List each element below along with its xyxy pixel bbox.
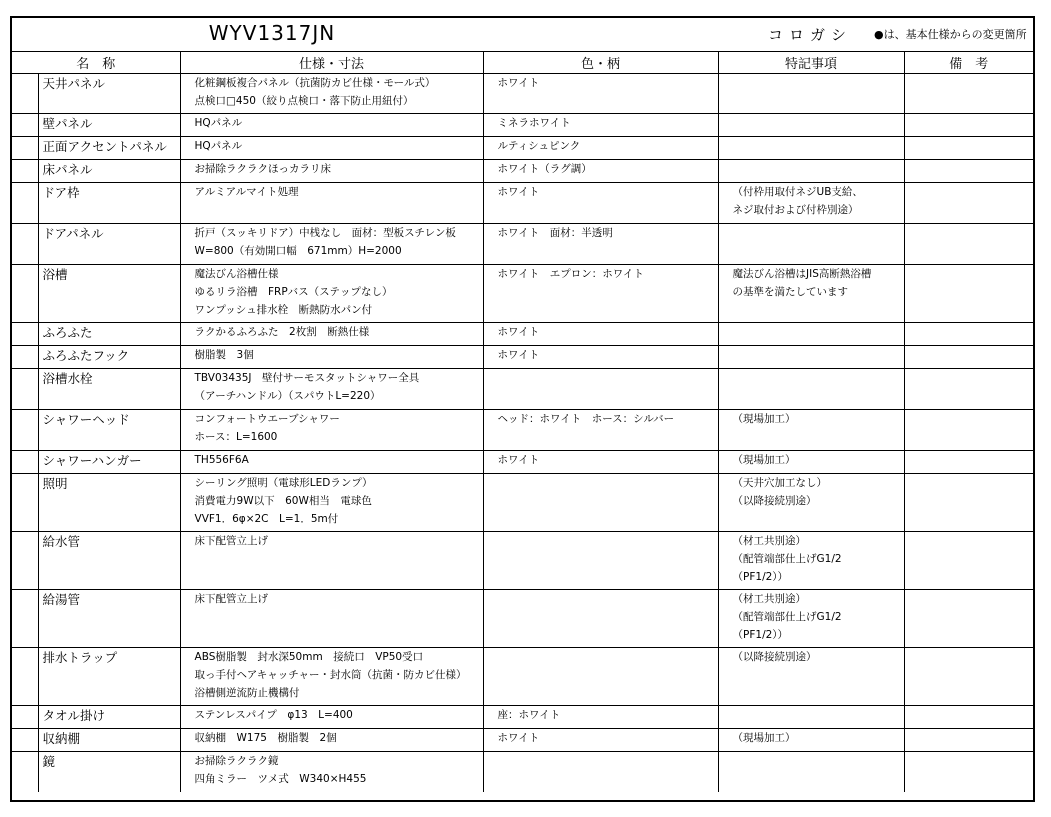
- row-marker-cell: [12, 114, 38, 137]
- biko-cell: [904, 160, 1033, 183]
- biko-cell: [904, 114, 1033, 137]
- row-marker-cell: [12, 752, 38, 792]
- spec-cell: [180, 451, 483, 474]
- header-remarks: 特記事項: [718, 51, 904, 74]
- spec-line: 取っ手付ヘアキャッチャー・封水筒（抗菌・防カビ仕様）: [194, 669, 467, 681]
- color-cell: [483, 74, 718, 114]
- biko-cell: [904, 323, 1033, 346]
- row-marker-cell: [12, 474, 38, 532]
- remark-cell: [718, 729, 904, 752]
- item-name: 鏡: [38, 752, 180, 792]
- spec-cell: [180, 410, 483, 451]
- spec-line: TH556F6A: [194, 454, 249, 466]
- spec-sheet: [10, 16, 1035, 802]
- item-name: 天井パネル: [38, 74, 180, 114]
- item-name: 収納棚: [38, 729, 180, 752]
- spec-cell: [180, 137, 483, 160]
- remarks-line: 魔法びん浴槽はJIS高断熱浴槽: [732, 268, 872, 280]
- color-cell: [483, 160, 718, 183]
- remark-cell: [718, 323, 904, 346]
- spec-line: ラクかるふろふた 2枚割 断熱仕様: [194, 326, 370, 338]
- spec-cell: [180, 74, 483, 114]
- row-marker-cell: [12, 183, 38, 224]
- spec-cell: [180, 369, 483, 410]
- spec-line: 樹脂製 3個: [194, 349, 254, 361]
- color-line: ホワイト 面材：半透明: [497, 227, 613, 239]
- biko-cell: [904, 729, 1033, 752]
- item-name: 正面アクセントパネル: [38, 137, 180, 160]
- biko-cell: [904, 265, 1033, 323]
- spec-cell: [180, 648, 483, 706]
- biko-cell: [904, 183, 1033, 224]
- spec-table: [12, 51, 1033, 792]
- color-line: ホワイト: [497, 186, 540, 198]
- row-marker-cell: [12, 137, 38, 160]
- row-marker-cell: [12, 224, 38, 265]
- remarks-line: ネジ取付および付枠別途）: [732, 204, 859, 216]
- spec-line: ABS樹脂製 封水深50mm 接続口 VP50受口: [194, 651, 424, 663]
- item-name: 照明: [38, 474, 180, 532]
- color-cell: [483, 474, 718, 532]
- table-row: [12, 346, 1033, 369]
- color-cell: [483, 706, 718, 729]
- spec-cell: [180, 532, 483, 590]
- spec-line: ステンレスパイプ φ13 L=400: [194, 709, 353, 721]
- table-row: [12, 532, 1033, 590]
- spec-cell: [180, 590, 483, 648]
- row-marker-cell: [12, 346, 38, 369]
- remark-cell: [718, 137, 904, 160]
- color-line: ホワイト（ラグ調）: [497, 163, 592, 175]
- spec-line: シーリング照明（電球形LEDランプ）: [194, 477, 373, 489]
- item-name: ドアパネル: [38, 224, 180, 265]
- color-cell: [483, 265, 718, 323]
- row-marker-cell: [12, 323, 38, 346]
- spec-line: 魔法びん浴槽仕様: [194, 268, 279, 280]
- color-cell: [483, 532, 718, 590]
- row-marker-cell: [12, 74, 38, 114]
- spec-cell: [180, 346, 483, 369]
- spec-cell: [180, 224, 483, 265]
- biko-cell: [904, 451, 1033, 474]
- biko-cell: [904, 532, 1033, 590]
- remarks-line: （以降接続別途）: [732, 651, 817, 663]
- color-line: ホワイト: [497, 732, 540, 744]
- biko-cell: [904, 590, 1033, 648]
- color-cell: [483, 590, 718, 648]
- biko-cell: [904, 706, 1033, 729]
- table-row: [12, 729, 1033, 752]
- spec-line: コンフォートウエーブシャワー: [194, 413, 340, 425]
- table-row: [12, 648, 1033, 706]
- item-name: タオル掛け: [38, 706, 180, 729]
- color-cell: [483, 183, 718, 224]
- title-bar: [12, 18, 1033, 52]
- item-name: シャワーハンガー: [38, 451, 180, 474]
- item-name: ふろふたフック: [38, 346, 180, 369]
- item-name: シャワーヘッド: [38, 410, 180, 451]
- color-line: ホワイト: [497, 77, 540, 89]
- color-line: ミネラホワイト: [497, 117, 571, 129]
- remarks-line: （PF1/2））: [732, 629, 789, 641]
- row-marker-cell: [12, 532, 38, 590]
- table-row: [12, 183, 1033, 224]
- header-row: [12, 51, 1033, 74]
- spec-line: TBV03435J 壁付サーモスタットシャワー全具: [194, 372, 420, 384]
- remark-cell: [718, 224, 904, 265]
- color-line: ホワイト エプロン：ホワイト: [497, 268, 644, 280]
- color-cell: [483, 323, 718, 346]
- table-row: [12, 323, 1033, 346]
- biko-cell: [904, 137, 1033, 160]
- table-row: [12, 224, 1033, 265]
- color-cell: [483, 451, 718, 474]
- remark-cell: [718, 183, 904, 224]
- remark-cell: [718, 474, 904, 532]
- spec-line: お掃除ラクラク鏡: [194, 755, 279, 767]
- color-line: ヘッド：ホワイト ホース：シルバー: [497, 413, 675, 425]
- color-line: ホワイト: [497, 349, 540, 361]
- item-name: 床パネル: [38, 160, 180, 183]
- spec-cell: [180, 265, 483, 323]
- item-name: 壁パネル: [38, 114, 180, 137]
- remarks-line: （現場加工）: [732, 454, 796, 466]
- item-name: 排水トラップ: [38, 648, 180, 706]
- spec-cell: [180, 114, 483, 137]
- spec-cell: [180, 160, 483, 183]
- remarks-line: の基準を満たしています: [732, 286, 849, 298]
- row-marker-cell: [12, 265, 38, 323]
- spec-line: HQパネル: [194, 117, 243, 129]
- spec-line: お掃除ラクラクほっカラリ床: [194, 163, 332, 175]
- remark-cell: [718, 160, 904, 183]
- row-marker-cell: [12, 648, 38, 706]
- spec-line: 折戸（スッキリドア）中桟なし 面材：型板スチレン板: [194, 227, 456, 239]
- remark-cell: [718, 451, 904, 474]
- table-row: [12, 590, 1033, 648]
- row-marker-cell: [12, 369, 38, 410]
- spec-line: HQパネル: [194, 140, 243, 152]
- row-marker-cell: [12, 706, 38, 729]
- spec-line: 床下配管立上げ: [194, 535, 269, 547]
- table-row: [12, 752, 1033, 792]
- spec-line: 浴槽側逆流防止機構付: [194, 687, 300, 699]
- item-name: 給湯管: [38, 590, 180, 648]
- spec-line: ゆるリラ浴槽 FRPバス（ステップなし）: [194, 286, 393, 298]
- row-marker-cell: [12, 410, 38, 451]
- row-marker-cell: [12, 451, 38, 474]
- table-row: [12, 474, 1033, 532]
- spec-cell: [180, 183, 483, 224]
- spec-cell: [180, 474, 483, 532]
- remark-cell: [718, 410, 904, 451]
- color-cell: [483, 410, 718, 451]
- color-cell: [483, 137, 718, 160]
- color-cell: [483, 114, 718, 137]
- remarks-line: （現場加工）: [732, 732, 796, 744]
- table-row: [12, 137, 1033, 160]
- spec-cell: [180, 323, 483, 346]
- spec-line: ホース：L=1600: [194, 431, 278, 443]
- model-number: WYV1317JN: [208, 21, 336, 45]
- biko-cell: [904, 224, 1033, 265]
- spec-cell: [180, 706, 483, 729]
- row-marker-cell: [12, 160, 38, 183]
- spec-line: 消費電力9W以下 60W相当 電球色: [194, 495, 372, 507]
- table-row: [12, 410, 1033, 451]
- header-color: 色・柄: [483, 51, 718, 74]
- color-cell: [483, 729, 718, 752]
- color-cell: [483, 369, 718, 410]
- remarks-line: （以降接続別途）: [732, 495, 817, 507]
- series-name: コロガシ: [768, 26, 853, 44]
- item-name: 浴槽: [38, 265, 180, 323]
- remark-cell: [718, 752, 904, 792]
- color-cell: [483, 648, 718, 706]
- spec-line: 化粧鋼板複合パネル（抗菌防カビ仕様・モール式）: [194, 77, 436, 89]
- header-biko: 備 考: [904, 51, 1033, 74]
- remark-cell: [718, 346, 904, 369]
- table-row: [12, 160, 1033, 183]
- item-name: ドア枠: [38, 183, 180, 224]
- remark-cell: [718, 648, 904, 706]
- spec-line: 床下配管立上げ: [194, 593, 269, 605]
- row-marker-cell: [12, 729, 38, 752]
- spec-line: W=800（有効開口幅 671mm）H=2000: [194, 245, 402, 257]
- item-name: 給水管: [38, 532, 180, 590]
- remark-cell: [718, 590, 904, 648]
- spec-line: （アーチハンドル）（スパウトL=220）: [194, 390, 381, 402]
- biko-cell: [904, 648, 1033, 706]
- spec-line: 収納棚 W175 樹脂製 2個: [194, 732, 337, 744]
- header-spec: 仕様・寸法: [180, 51, 483, 74]
- spec-cell: [180, 752, 483, 792]
- item-name: ふろふた: [38, 323, 180, 346]
- item-name: 浴槽水栓: [38, 369, 180, 410]
- color-cell: [483, 224, 718, 265]
- biko-cell: [904, 474, 1033, 532]
- table-row: [12, 74, 1033, 114]
- remark-cell: [718, 74, 904, 114]
- remarks-line: （配管端部仕上げG1/2: [732, 553, 842, 565]
- color-cell: [483, 752, 718, 792]
- color-line: ルティシュピンク: [497, 140, 581, 152]
- header-name: 名 称: [12, 51, 180, 74]
- color-line: ホワイト: [497, 326, 540, 338]
- biko-cell: [904, 369, 1033, 410]
- color-line: 座：ホワイト: [497, 709, 561, 721]
- biko-cell: [904, 752, 1033, 792]
- spec-line: VVF1．6φ×2C L=1．5m付: [194, 513, 339, 525]
- spec-line: アルミアルマイト処理: [194, 186, 299, 198]
- remarks-line: （材工共別途）: [732, 593, 807, 605]
- spec-cell: [180, 729, 483, 752]
- table-row: [12, 451, 1033, 474]
- remarks-line: （材工共別途）: [732, 535, 807, 547]
- remarks-line: （PF1/2））: [732, 571, 789, 583]
- remarks-line: （配管端部仕上げG1/2: [732, 611, 842, 623]
- remarks-line: （付枠用取付ネジUB支給、: [732, 186, 863, 198]
- table-row: [12, 114, 1033, 137]
- remarks-line: （天井穴加工なし）: [732, 477, 828, 489]
- color-line: ホワイト: [497, 454, 540, 466]
- biko-cell: [904, 346, 1033, 369]
- biko-cell: [904, 74, 1033, 114]
- color-cell: [483, 346, 718, 369]
- remark-cell: [718, 706, 904, 729]
- table-row: [12, 265, 1033, 323]
- spec-line: 点検口□450（絞り点検口・落下防止用紐付）: [194, 95, 414, 107]
- change-note: ●は、基本仕様からの変更箇所: [874, 28, 1027, 41]
- table-row: [12, 369, 1033, 410]
- remark-cell: [718, 532, 904, 590]
- spec-line: 四角ミラー ツメ式 W340×H455: [194, 773, 367, 785]
- spec-line: ワンプッシュ排水栓 断熱防水パン付: [194, 304, 373, 316]
- row-marker-cell: [12, 590, 38, 648]
- remarks-line: （現場加工）: [732, 413, 796, 425]
- remark-cell: [718, 369, 904, 410]
- biko-cell: [904, 410, 1033, 451]
- remark-cell: [718, 265, 904, 323]
- remark-cell: [718, 114, 904, 137]
- table-row: [12, 706, 1033, 729]
